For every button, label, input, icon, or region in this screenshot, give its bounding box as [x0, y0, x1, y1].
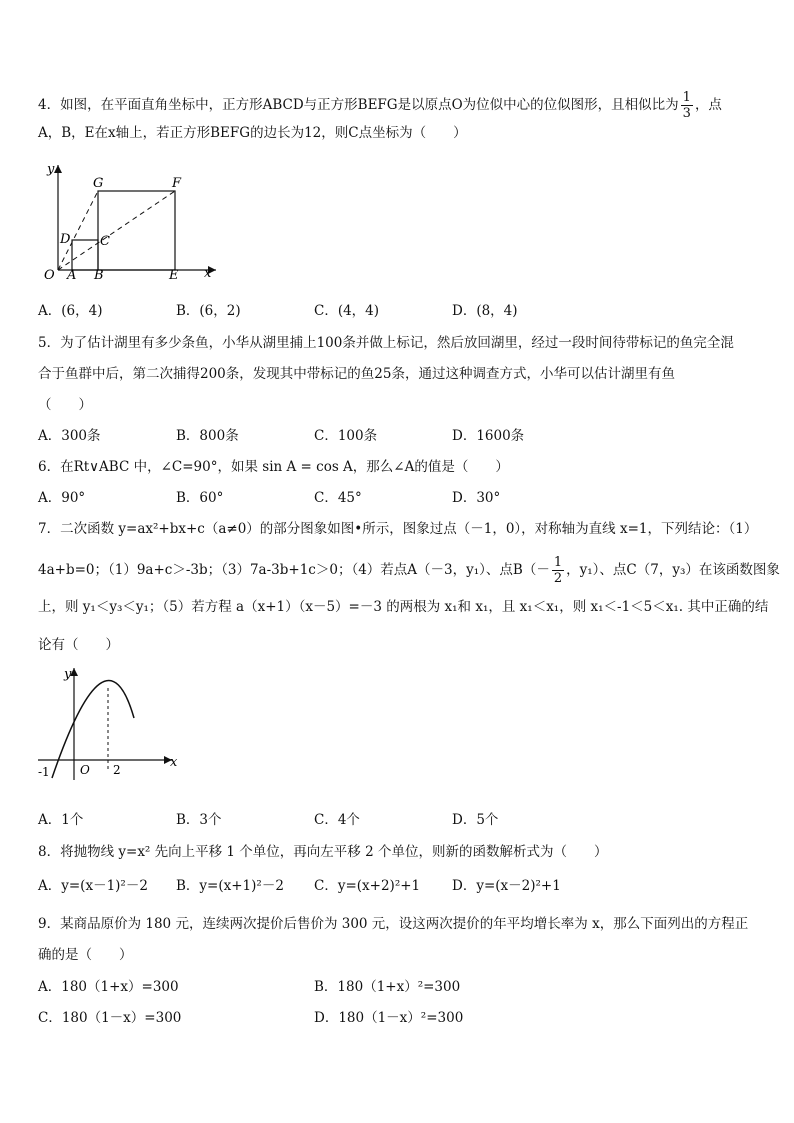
q4-figure — [38, 155, 228, 285]
q9-option-c[interactable]: C．180（1－x）=300 — [38, 1010, 182, 1026]
q7-option-b[interactable]: B．3个 — [176, 812, 222, 828]
q5-option-d[interactable]: D．1600条 — [452, 428, 525, 444]
q9-stem-line2: 确的是（ ） — [38, 947, 133, 963]
q7-label-minus1: -1 — [38, 765, 50, 779]
q7-label-2: 2 — [113, 763, 121, 777]
q4-label-D: D — [60, 232, 71, 247]
q4-option-d[interactable]: D．(8，4) — [452, 303, 518, 319]
q7-option-a[interactable]: A．1个 — [38, 812, 84, 828]
q5-stem-line1: 5．为了估计湖里有多少条鱼，小华从湖里捕上100条并做上标记，然后放回湖里，经过一段时间待带标记的鱼完全混 — [38, 335, 734, 351]
q7-half-fraction: $\frac{1}{2}$ — [553, 555, 563, 586]
q7-option-d[interactable]: D．5个 — [452, 812, 499, 828]
q4-label-A: A — [67, 268, 77, 283]
q7-option-c[interactable]: C．4个 — [314, 812, 360, 828]
q7-label-O: O — [80, 763, 90, 777]
q4-label-G: G — [93, 176, 104, 191]
q6-option-b[interactable]: B．60° — [176, 490, 224, 506]
q4-ratio-fraction: $\frac{1}{3}$ — [682, 90, 691, 121]
q4-stem-line1: 4．如图，在平面直角坐标中，正方形ABCD与正方形BEFG是以原点O为位似中心的位似图形，且相似比为 $\frac{1}{3}$ ，点 — [38, 90, 722, 121]
q6-option-d[interactable]: D．30° — [452, 490, 501, 506]
q7-label-x: x — [170, 755, 178, 770]
q7-stem-line3: 上，则 y₁＜y₃＜y₁；（5）若方程 a（x+1）（x－5）=－3 的两根为 x₁和 x₁，且 x₁＜x₁，则 x₁＜-1＜5＜x₁. 其中正确的结 — [38, 599, 769, 615]
q7-stem-line2: 4a+b=0；（1）9a+c＞-3b；（3）7a-3b+1c＞0；（4）若点A（－3，y₁）、点B（－ $\frac{1}{2}$ ，y₁）、点C（7，y₃）在该函数图象 — [38, 555, 780, 586]
q5-option-a[interactable]: A．300条 — [38, 428, 101, 444]
q5-option-b[interactable]: B．800条 — [176, 428, 239, 444]
q4-label-C: C — [100, 234, 110, 249]
q4-label-x: x — [204, 266, 212, 281]
q7-label-y: y — [64, 667, 72, 682]
q4-stem-text: 4．如图，在平面直角坐标中，正方形ABCD与正方形BEFG是以原点O为位似中心的位似图形，且相似比为 — [38, 97, 679, 113]
q5-stem-line3: （ ） — [38, 397, 92, 413]
q8-option-c[interactable]: C．y=(x+2)²+1 — [314, 878, 421, 894]
q5-stem-line2: 合于鱼群中后，第二次捕得200条，发现其中带标记的鱼25条，通过这种调查方式，小华可以估计湖里有鱼 — [38, 366, 675, 382]
q8-option-a[interactable]: A．y=(x－1)²－2 — [38, 878, 148, 894]
q9-option-d[interactable]: D．180（1－x）²=300 — [314, 1010, 464, 1026]
q4-stem-line2: A，B，E在x轴上，若正方形BEFG的边长为12，则C点坐标为（ ） — [38, 125, 467, 141]
q4-option-b[interactable]: B．(6，2) — [176, 303, 241, 319]
q9-option-a[interactable]: A．180（1+x）=300 — [38, 979, 179, 995]
q6-option-c[interactable]: C．45° — [314, 490, 362, 506]
q8-option-d[interactable]: D．y=(x－2)²+1 — [452, 878, 561, 894]
q4-label-B: B — [94, 268, 104, 283]
q7-stem-line1: 7．二次函数 y=ax²+bx+c（a≠0）的部分图象如图•所示，图象过点（－1，0），对称轴为直线 x=1，下列结论：（1） — [38, 521, 758, 537]
q6-stem-line1: 6．在Rt∨ABC 中，∠C=90°，如果 sin A = cos A，那么∠A的值是（ ） — [38, 459, 509, 475]
q4-label-O: O — [44, 268, 55, 283]
q4-label-E: E — [169, 268, 179, 283]
q6-option-a[interactable]: A．90° — [38, 490, 86, 506]
q8-stem-line1: 8．将抛物线 y=x² 先向上平移 1 个单位，再向左平移 2 个单位，则新的函数解析式为（ ） — [38, 844, 608, 860]
q8-option-b[interactable]: B．y=(x+1)²－2 — [176, 878, 284, 894]
q7-stem-line4: 论有（ ） — [38, 637, 119, 653]
q4-option-c[interactable]: C．(4，4) — [314, 303, 380, 319]
q4-label-F: F — [172, 176, 182, 191]
q5-option-c[interactable]: C．100条 — [314, 428, 378, 444]
q7-figure — [34, 660, 184, 790]
q9-stem-line1: 9．某商品原价为 180 元，连续两次提价后售价为 300 元，设这两次提价的年平均增长率为 x，那么下面列出的方程正 — [38, 916, 749, 932]
q4-label-y: y — [47, 162, 55, 177]
q9-option-b[interactable]: B．180（1+x）²=300 — [314, 979, 461, 995]
q4-option-a[interactable]: A．(6，4) — [38, 303, 103, 319]
